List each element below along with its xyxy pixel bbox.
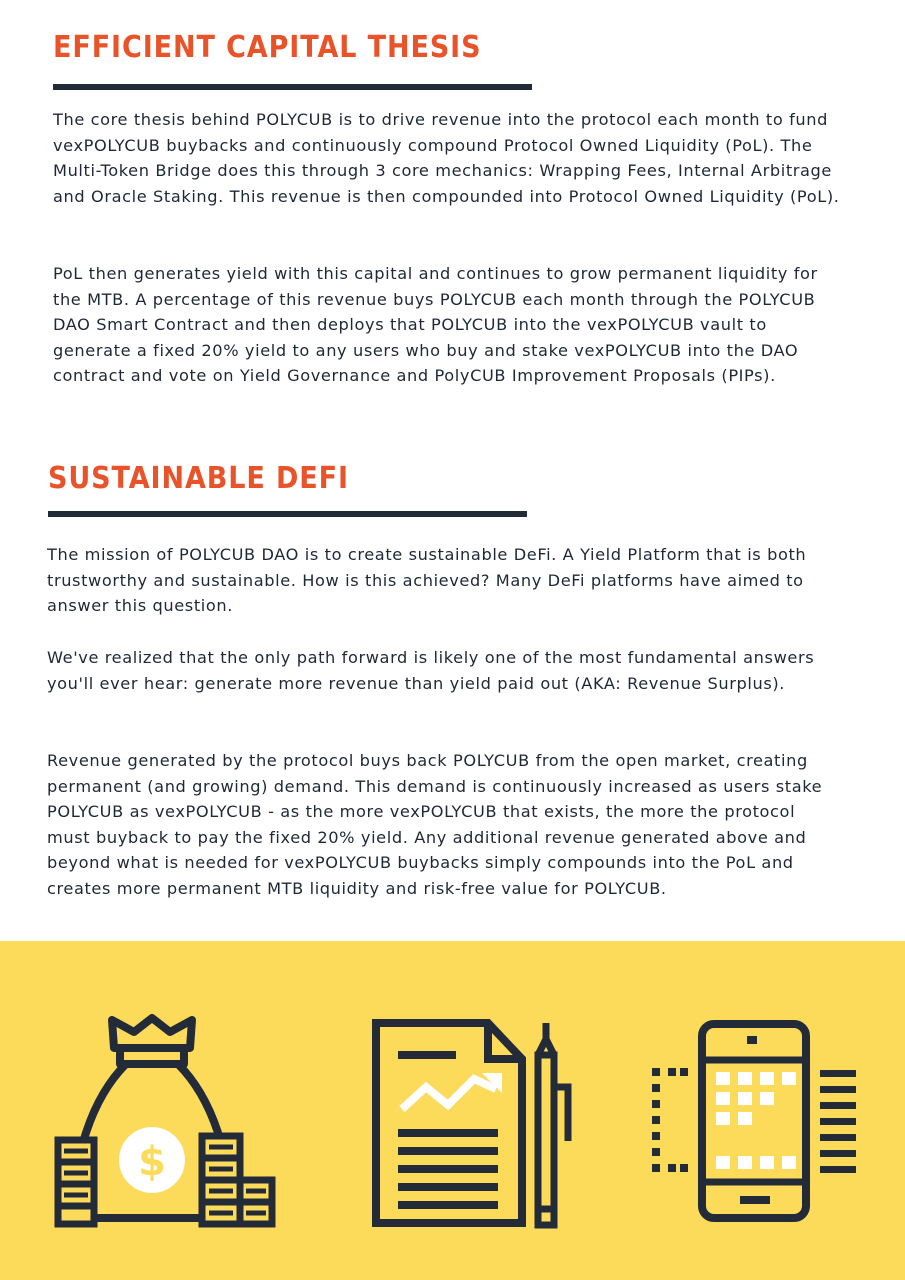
section-divider: [48, 511, 527, 517]
mobile-phone-icon: [650, 1018, 860, 1228]
paragraph: PoL then generates yield with this capital and continues to grow permanent liquidity for the MTB. A percentage of this revenue buys POLYCUB each month through the POLYCUB DAO Smart Contract and then deploys that POLYCUB into the vexPOLYCUB vault to generate a fixed 20% yield to any users who buy and stake vexPOLYCUB into the DAO contract and vote on Yield Governance and PolyCUB Improvement Proposals (PIPs).: [53, 264, 818, 386]
report-document-icon: [370, 1017, 575, 1229]
money-bag-icon: [52, 1008, 277, 1228]
section-title-sustainable-defi: SUSTAINABLE DEFI: [48, 461, 349, 496]
dollar-sign: $: [138, 1139, 166, 1185]
paragraph: The mission of POLYCUB DAO is to create sustainable DeFi. A Yield Platform that is both trustworthy and sustainable. How is this achieved? Many DeFi platforms have aimed to answer this question.: [47, 545, 807, 616]
paragraph: Revenue generated by the protocol buys back POLYCUB from the open market, creating permanent (and growing) demand. This demand is continuously increased as users stake POLYCUB as vexPOLYCUB - as the more vexPOLYCUB that exists, the more the protocol must buyback to pay the fixed 20% yield. Any additional revenue generated above and beyond what is needed for vexPOLYCUB buybacks simply compounds into the PoL and creates more permanent MTB liquidity and risk-free value for POLYCUB.: [47, 751, 823, 898]
icon-banner: [0, 941, 905, 1280]
section-divider: [53, 84, 532, 90]
section-title-efficient-capital-thesis: EFFICIENT CAPITAL THESIS: [53, 30, 482, 65]
paragraph: We've realized that the only path forward is likely one of the most fundamental answers you'll ever hear: generate more revenue than yield paid out (AKA: Revenue Surplus).: [47, 648, 815, 693]
paragraph: The core thesis behind POLYCUB is to drive revenue into the protocol each month to fund vexPOLYCUB buybacks and continuously compound Protocol Owned Liquidity (PoL). The Multi-Token Bridge does this through 3 core mechanics: Wrapping Fees, Internal Arbitrage and Oracle Staking. This revenue is then compounded into Protocol Owned Liquidity (PoL).: [53, 110, 840, 206]
